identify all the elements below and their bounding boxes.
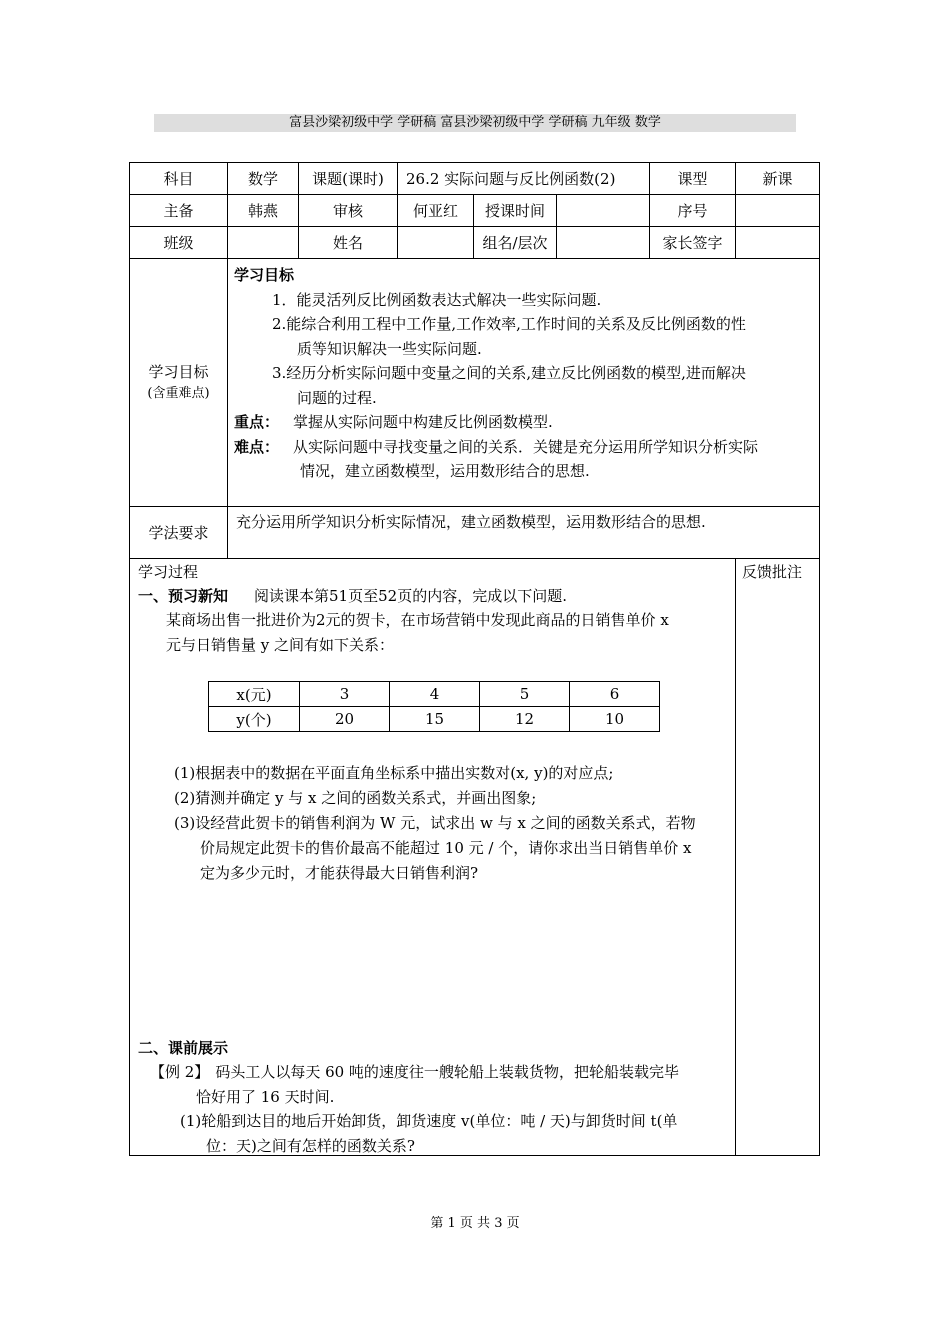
subject-label: 科目: [130, 163, 228, 195]
section1-title: 一、预习新知: [138, 587, 229, 605]
seq-label: 序号: [650, 195, 736, 227]
seq-value: [736, 195, 820, 227]
goals-label: 学习目标: [148, 362, 209, 381]
lesson-label: 课题(课时): [299, 163, 398, 195]
example-text-b: 恰好用了 16 天时间.: [196, 1088, 335, 1106]
difficulty-text-a: 从实际问题中寻找变量之间的关系．关键是充分运用所学知识分析实际: [293, 437, 759, 456]
problem-line-2: 元与日销售量 y 之间有如下关系：: [166, 636, 395, 654]
name-label: 姓名: [299, 227, 398, 259]
time-label: 授课时间: [474, 195, 557, 227]
chief-label: 主备: [130, 195, 228, 227]
difficulty-text-b: 情况，建立函数模型，运用数形结合的思想.: [300, 462, 590, 480]
goal-item-3b: 问题的过程.: [297, 388, 377, 407]
feedback-label: 反馈批注: [742, 563, 803, 581]
section1-intro: 阅读课本第51页至52页的内容，完成以下问题.: [254, 587, 567, 605]
subject-value: 数学: [228, 163, 299, 195]
key-point-label: 重点：: [234, 413, 280, 431]
group-label: 组名/层次: [474, 227, 557, 259]
problem-line-1: 某商场出售一批进价为2元的贺卡，在市场营销中发现此商品的日销售单价 x: [166, 611, 669, 629]
reviewer-value: 何亚红: [398, 195, 474, 227]
question-3a: (3)设经营此贺卡的销售利润为 W 元，试求出 w 与 x 之间的函数关系式，若物: [174, 814, 696, 832]
y-row-label: y(个): [209, 707, 300, 732]
goals-label-sub: (含重难点): [147, 385, 210, 401]
goal-item-2a: 2.能综合利用工程中工作量,工作效率,工作时间的关系及反比例函数的性: [272, 315, 746, 333]
type-label: 课型: [650, 163, 736, 195]
process-cell: [130, 559, 736, 1156]
question-2: (2)猜测并确定 y 与 x 之间的函数关系式，并画出图象;: [174, 789, 537, 807]
x-value: 6: [570, 682, 660, 707]
question-3c: 定为多少元时，才能获得最大日销售利润?: [200, 864, 479, 882]
type-value: 新课: [736, 163, 820, 195]
name-value: [398, 227, 474, 259]
x-value: 4: [390, 682, 480, 707]
key-point-text: 掌握从实际问题中构建反比例函数模型.: [293, 413, 553, 431]
lesson-value: 26.2 实际问题与反比例函数(2): [398, 163, 650, 195]
xy-data-table: [208, 681, 660, 732]
goals-title: 学习目标: [234, 266, 295, 284]
review-label: 审核: [299, 195, 398, 227]
class-value: [228, 227, 299, 259]
y-value: 15: [390, 707, 480, 732]
question-3b: 价局规定此贺卡的售价最高不能超过 10 元 / 个，请你求出当日销售单价 x: [200, 839, 692, 857]
goal-item-3a: 3.经历分析实际问题中变量之间的关系,建立反比例函数的模型,进而解决: [272, 364, 746, 382]
x-row-label: x(元): [209, 682, 300, 707]
page-header: 富县沙梁初级中学 学研稿 富县沙梁初级中学 学研稿 九年级 数学: [154, 114, 796, 132]
goals-label-cell: [130, 259, 228, 507]
class-label: 班级: [130, 227, 228, 259]
question-1: (1)根据表中的数据在平面直角坐标系中描出实数对(x, y)的对应点;: [174, 764, 614, 782]
y-value: 12: [480, 707, 570, 732]
x-value: 3: [300, 682, 390, 707]
goals-cell: [228, 259, 820, 507]
method-label: 学法要求: [130, 507, 228, 559]
feedback-column: [736, 559, 820, 1156]
goal-item-2b: 质等知识解决一些实际问题.: [297, 339, 482, 358]
example-question-1b: 位：天)之间有怎样的函数关系?: [206, 1137, 415, 1155]
group-value: [557, 227, 650, 259]
example-text-a: 码头工人以每天 60 吨的速度往一艘轮船上装载货物，把轮船装载完毕: [215, 1063, 679, 1081]
example-label: 【例 2】: [150, 1063, 210, 1081]
y-value: 10: [570, 707, 660, 732]
y-value: 20: [300, 707, 390, 732]
process-title: 学习过程: [138, 563, 199, 581]
page-footer: 第 1 页 共 3 页: [430, 1216, 520, 1231]
x-value: 5: [480, 682, 570, 707]
time-value: [557, 195, 650, 227]
method-text: 充分运用所学知识分析实际情况，建立函数模型，运用数形结合的思想.: [228, 507, 820, 559]
parent-value: [736, 227, 820, 259]
parent-label: 家长签字: [650, 227, 736, 259]
goal-item-1: 1．能灵活列反比例函数表达式解决一些实际问题.: [272, 290, 602, 309]
section2-title: 二、课前展示: [138, 1039, 229, 1057]
example-question-1a: (1)轮船到达目的地后开始卸货，卸货速度 v(单位：吨 / 天)与卸货时间 t(单: [180, 1112, 678, 1130]
lesson-plan-table: [129, 162, 820, 1156]
chief-value: 韩燕: [228, 195, 299, 227]
difficulty-label: 难点：: [234, 437, 280, 456]
